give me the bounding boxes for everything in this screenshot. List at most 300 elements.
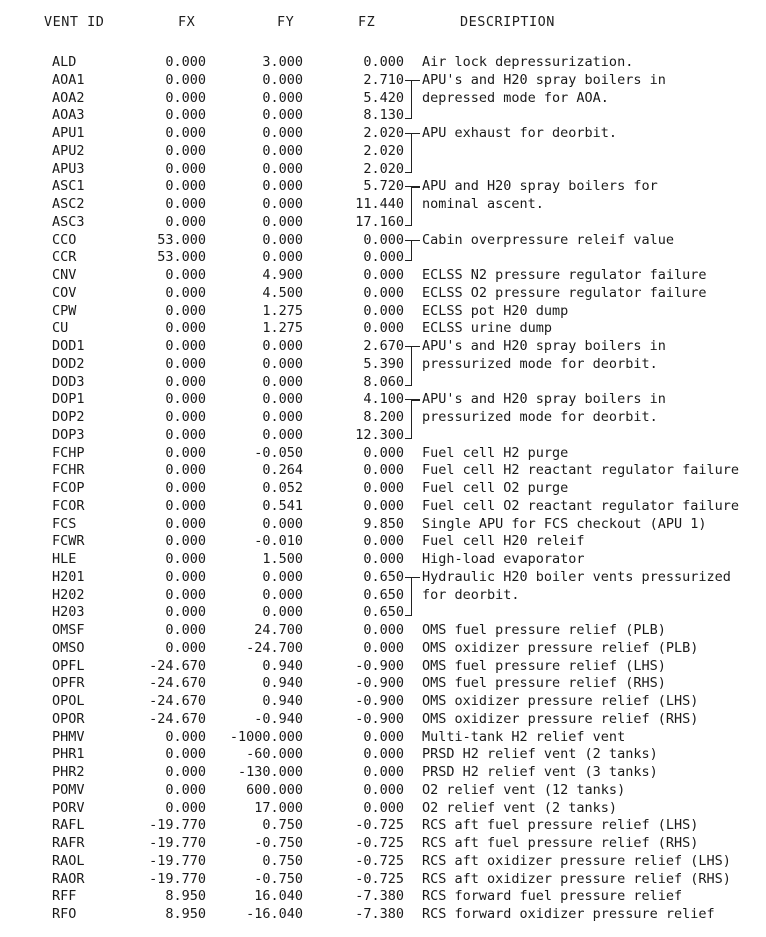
description-cell: O2 relief vent (12 tanks) [422,781,626,798]
table-row [0,90,766,108]
bracket-tick [412,346,420,347]
fy-cell: -130.000 [237,764,303,780]
table-row [0,196,766,214]
description-cell: O2 relief vent (2 tanks) [422,799,618,816]
header-vent-id: VENT ID [44,14,105,30]
table-row [0,800,766,818]
table-row [0,569,766,587]
table-row [0,533,766,551]
fy-cell: -0.750 [254,835,303,851]
vent-id-cell: ASC3 [52,213,85,230]
fz-cell: 0.000 [363,462,404,479]
fz-cell: 0.000 [363,54,404,70]
table-row [0,746,766,764]
table-row [0,374,766,392]
table-row [0,658,766,676]
fz-cell: 2.710 [363,71,404,88]
bracket-tick [412,80,420,81]
description-cell: depressed mode for AOA. [422,89,609,106]
fz-cell: 0.000 [363,284,404,301]
fy-cell: 0.940 [262,657,303,674]
description-cell: OMS fuel pressure relief (PLB) [422,622,666,638]
fz-cell: 0.000 [363,497,404,514]
fy-cell: 0.000 [262,142,303,159]
table-row [0,214,766,232]
fz-cell: 0.000 [363,249,404,266]
vent-id-cell: RAFR [52,835,85,851]
table-row [0,551,766,569]
table-row [0,480,766,498]
fz-cell: 0.000 [363,480,404,496]
fz-cell: -0.900 [355,710,404,727]
fx-cell: 0.000 [165,320,206,337]
fx-cell: 0.000 [165,338,206,354]
vent-id-cell: FCHR [52,462,85,479]
vent-id-cell: OPFL [52,657,85,674]
fz-cell: 0.000 [363,533,404,550]
fy-cell: -60.000 [246,746,303,763]
vent-id-cell: CCO [52,231,77,248]
fz-cell: 2.020 [363,125,404,141]
fy-cell: 0.000 [262,409,303,425]
description-cell: PRSD H2 relief vent (2 tanks) [422,746,658,763]
description-cell: OMS fuel pressure relief (LHS) [422,657,666,674]
description-cell: APU exhaust for deorbit. [422,125,618,141]
table-row [0,587,766,605]
vent-id-cell: OPOL [52,693,85,709]
fz-cell: -0.725 [355,835,404,851]
fx-cell: 0.000 [165,551,206,567]
fy-cell: 0.000 [262,249,303,266]
table-row [0,72,766,90]
vent-id-cell: FCHP [52,444,85,461]
description-cell: High-load evaporator [422,551,585,567]
fy-cell: 4.900 [262,267,303,283]
fy-cell: 0.000 [262,160,303,177]
table-row [0,711,766,729]
fx-cell: -24.670 [149,675,206,692]
fy-cell: 0.000 [262,515,303,532]
table-row [0,285,766,303]
vent-id-cell: RFO [52,906,77,922]
fx-cell: -24.670 [149,657,206,674]
vent-id-cell: FCOP [52,480,85,496]
description-cell: APU's and H20 spray boilers in [422,71,666,88]
fy-cell: -0.010 [254,533,303,550]
fx-cell: -19.770 [149,852,206,869]
fx-cell: 0.000 [165,54,206,70]
description-cell: APU's and H20 spray boilers in [422,338,666,354]
fz-cell: 5.420 [363,89,404,106]
fz-cell: 12.300 [355,426,404,443]
fz-cell: 5.390 [363,355,404,372]
description-cell: ECLSS urine dump [422,320,553,337]
table-row [0,782,766,800]
table-row [0,320,766,338]
description-cell: Fuel cell O2 reactant regulator failure [422,497,739,514]
fx-cell: 0.000 [165,391,206,408]
fy-cell: 0.000 [262,125,303,141]
fy-cell: 0.000 [262,338,303,354]
header-fy: FY [277,14,295,30]
vent-id-cell: RAFL [52,817,85,834]
description-cell: RCS aft fuel pressure relief (LHS) [422,817,699,834]
fy-cell: 0.541 [262,497,303,514]
fy-cell: -0.940 [254,710,303,727]
description-cell: Fuel cell H20 releif [422,533,585,550]
fx-cell: 0.000 [165,497,206,514]
vent-id-cell: AOA3 [52,107,85,124]
group-bracket [405,577,412,617]
fz-cell: 0.000 [363,551,404,567]
fz-cell: 0.000 [363,320,404,337]
bracket-tick [412,577,420,578]
fz-cell: 8.060 [363,373,404,390]
vent-id-cell: APU2 [52,142,85,159]
vent-id-cell: DOD3 [52,373,85,390]
vent-id-cell: PORV [52,799,85,816]
fy-cell: 0.264 [262,462,303,479]
description-cell: OMS oxidizer pressure relief (PLB) [422,639,699,656]
fx-cell: 0.000 [165,213,206,230]
fy-cell: 0.000 [262,178,303,195]
fz-cell: 2.670 [363,338,404,354]
fy-cell: -0.050 [254,444,303,461]
fz-cell: 5.720 [363,178,404,195]
table-row [0,516,766,534]
description-cell: RCS forward fuel pressure relief [422,888,683,905]
fz-cell: 0.650 [363,586,404,603]
description-cell: OMS fuel pressure relief (RHS) [422,675,666,692]
fx-cell: 0.000 [165,781,206,798]
table-row [0,871,766,889]
vent-id-cell: AOA2 [52,89,85,106]
fy-cell: 0.000 [262,373,303,390]
fx-cell: 0.000 [165,426,206,443]
fx-cell: 0.000 [165,639,206,656]
table-row [0,303,766,321]
description-cell: pressurized mode for deorbit. [422,355,658,372]
table-row [0,338,766,356]
group-bracket [405,80,412,120]
description-cell: Single APU for FCS checkout (APU 1) [422,515,707,532]
fy-cell: -16.040 [246,906,303,922]
vent-id-cell: H203 [52,604,85,621]
vent-id-cell: ALD [52,54,77,70]
fz-cell: -7.380 [355,906,404,922]
fx-cell: 53.000 [157,231,206,248]
table-row [0,906,766,924]
table-row [0,178,766,196]
fx-cell: 0.000 [165,746,206,763]
vent-id-cell: COV [52,284,77,301]
fx-cell: -19.770 [149,817,206,834]
table-row [0,107,766,125]
table-row [0,729,766,747]
fy-cell: 0.000 [262,568,303,585]
fy-cell: 0.000 [262,355,303,372]
fy-cell: 0.000 [262,71,303,88]
description-cell: APU and H20 spray boilers for [422,178,658,195]
group-bracket [405,399,412,439]
description-cell: ECLSS O2 pressure regulator failure [422,284,707,301]
vent-id-cell: APU1 [52,125,85,141]
table-row [0,604,766,622]
vent-id-cell: CNV [52,267,77,283]
vent-id-cell: ASC1 [52,178,85,195]
description-cell: PRSD H2 relief vent (3 tanks) [422,764,658,780]
bracket-tick [412,240,420,241]
fz-cell: 0.000 [363,267,404,283]
fz-cell: 0.000 [363,639,404,656]
fx-cell: 0.000 [165,409,206,425]
fx-cell: 0.000 [165,515,206,532]
table-row [0,817,766,835]
table-row [0,693,766,711]
fx-cell: 0.000 [165,125,206,141]
fx-cell: 0.000 [165,71,206,88]
description-cell: RCS forward oxidizer pressure relief [422,906,715,922]
fx-cell: 53.000 [157,249,206,266]
fz-cell: -0.900 [355,675,404,692]
fx-cell: 8.950 [165,906,206,922]
table-row [0,391,766,409]
table-row [0,356,766,374]
fy-cell: 600.000 [246,781,303,798]
fz-cell: 8.130 [363,107,404,124]
vent-id-cell: H201 [52,568,85,585]
group-bracket [405,186,412,226]
vent-id-cell: AOA1 [52,71,85,88]
fz-cell: 0.000 [363,728,404,745]
table-row [0,764,766,782]
fx-cell: 0.000 [165,764,206,780]
description-cell: OMS oxidizer pressure relief (RHS) [422,710,699,727]
description-cell: Air lock depressurization. [422,54,634,70]
vent-id-cell: CCR [52,249,77,266]
fy-cell: 0.750 [262,852,303,869]
fy-cell: 4.500 [262,284,303,301]
vent-id-cell: RFF [52,888,77,905]
fy-cell: 24.700 [254,622,303,638]
fz-cell: 0.000 [363,799,404,816]
fy-cell: -1000.000 [229,728,303,745]
table-row [0,462,766,480]
vent-id-cell: FCOR [52,497,85,514]
description-cell: ECLSS N2 pressure regulator failure [422,267,707,283]
fz-cell: 9.850 [363,515,404,532]
bracket-tick [412,133,420,134]
fy-cell: 0.940 [262,693,303,709]
fz-cell: 0.000 [363,764,404,780]
fx-cell: 0.000 [165,568,206,585]
fz-cell: 0.650 [363,604,404,621]
fy-cell: 0.000 [262,586,303,603]
fz-cell: 8.200 [363,409,404,425]
fx-cell: -24.670 [149,693,206,709]
header-description: DESCRIPTION [460,14,555,30]
fy-cell: -0.750 [254,870,303,887]
table-row [0,640,766,658]
fz-cell: 2.020 [363,160,404,177]
fy-cell: 17.000 [254,799,303,816]
table-row [0,54,766,72]
table-row [0,232,766,250]
vent-id-cell: FCWR [52,533,85,550]
vent-id-cell: OMSF [52,622,85,638]
fz-cell: 0.000 [363,444,404,461]
fy-cell: 16.040 [254,888,303,905]
fy-cell: 0.000 [262,426,303,443]
fx-cell: 0.000 [165,622,206,638]
vent-id-cell: CPW [52,302,77,319]
fy-cell: 1.275 [262,320,303,337]
table-row [0,445,766,463]
description-cell: Fuel cell H2 reactant regulator failure [422,462,739,479]
table-row [0,622,766,640]
fz-cell: 0.000 [363,302,404,319]
fy-cell: 0.000 [262,89,303,106]
fy-cell: 0.052 [262,480,303,496]
vent-id-cell: OPFR [52,675,85,692]
vent-id-cell: CU [52,320,69,337]
fy-cell: 0.750 [262,817,303,834]
fx-cell: 8.950 [165,888,206,905]
vent-id-cell: DOP3 [52,426,85,443]
fy-cell: -24.700 [246,639,303,656]
description-cell: for deorbit. [422,586,520,603]
description-cell: nominal ascent. [422,196,544,212]
bracket-tick [412,186,420,187]
fx-cell: 0.000 [165,728,206,745]
fz-cell: -0.725 [355,817,404,834]
fy-cell: 0.000 [262,196,303,212]
fx-cell: -19.770 [149,870,206,887]
description-cell: ECLSS pot H20 dump [422,302,569,319]
table-row [0,427,766,445]
fx-cell: 0.000 [165,355,206,372]
fz-cell: 4.100 [363,391,404,408]
fx-cell: 0.000 [165,178,206,195]
bracket-tick [412,399,420,400]
fz-cell: -0.900 [355,693,404,709]
vent-id-cell: RAOL [52,852,85,869]
fx-cell: 0.000 [165,480,206,496]
fy-cell: 0.000 [262,107,303,124]
vent-id-cell: OPOR [52,710,85,727]
fx-cell: 0.000 [165,799,206,816]
fy-cell: 0.000 [262,604,303,621]
fz-cell: -7.380 [355,888,404,905]
description-cell: RCS aft oxidizer pressure relief (RHS) [422,870,731,887]
description-cell: RCS aft fuel pressure relief (RHS) [422,835,699,851]
fz-cell: 0.000 [363,622,404,638]
fx-cell: 0.000 [165,107,206,124]
table-row [0,498,766,516]
description-cell: Hydraulic H20 boiler vents pressurized [422,568,731,585]
fx-cell: -24.670 [149,710,206,727]
vent-id-cell: ASC2 [52,196,85,212]
vent-id-cell: APU3 [52,160,85,177]
table-row [0,249,766,267]
fx-cell: 0.000 [165,302,206,319]
description-cell: Multi-tank H2 relief vent [422,728,626,745]
table-row [0,888,766,906]
table-row [0,853,766,871]
vent-id-cell: PHMV [52,728,85,745]
fx-cell: 0.000 [165,196,206,212]
table-row [0,143,766,161]
group-bracket [405,346,412,386]
fz-cell: 2.020 [363,142,404,159]
fz-cell: -0.900 [355,657,404,674]
fx-cell: 0.000 [165,604,206,621]
fy-cell: 0.000 [262,391,303,408]
fz-cell: 17.160 [355,213,404,230]
fx-cell: 0.000 [165,444,206,461]
fx-cell: -19.770 [149,835,206,851]
fz-cell: 0.000 [363,746,404,763]
fz-cell: 0.000 [363,231,404,248]
fz-cell: 11.440 [355,196,404,212]
table-row [0,161,766,179]
vent-table [0,54,766,924]
fx-cell: 0.000 [165,160,206,177]
fx-cell: 0.000 [165,462,206,479]
fy-cell: 0.000 [262,231,303,248]
description-cell: Fuel cell H2 purge [422,444,569,461]
group-bracket [405,133,412,173]
table-row [0,409,766,427]
description-cell: OMS oxidizer pressure relief (LHS) [422,693,699,709]
fy-cell: 1.275 [262,302,303,319]
vent-id-cell: FCS [52,515,77,532]
vent-id-cell: PHR1 [52,746,85,763]
vent-id-cell: DOP2 [52,409,85,425]
vent-id-cell: DOD1 [52,338,85,354]
fx-cell: 0.000 [165,373,206,390]
description-cell: pressurized mode for deorbit. [422,409,658,425]
fz-cell: -0.725 [355,852,404,869]
vent-id-cell: DOD2 [52,355,85,372]
vent-id-cell: RAOR [52,870,85,887]
description-cell: APU's and H20 spray boilers in [422,391,666,408]
header-fx: FX [178,14,196,30]
fz-cell: -0.725 [355,870,404,887]
fz-cell: 0.000 [363,781,404,798]
fy-cell: 0.000 [262,213,303,230]
fx-cell: 0.000 [165,284,206,301]
description-cell: Cabin overpressure releif value [422,231,674,248]
fx-cell: 0.000 [165,89,206,106]
fx-cell: 0.000 [165,586,206,603]
table-row [0,267,766,285]
fx-cell: 0.000 [165,267,206,283]
vent-id-cell: OMSO [52,639,85,656]
fx-cell: 0.000 [165,142,206,159]
vent-id-cell: HLE [52,551,77,567]
description-cell: Fuel cell O2 purge [422,480,569,496]
fx-cell: 0.000 [165,533,206,550]
header-fz: FZ [358,14,376,30]
fz-cell: 0.650 [363,568,404,585]
table-row [0,675,766,693]
fy-cell: 0.940 [262,675,303,692]
group-bracket [405,240,412,262]
fy-cell: 1.500 [262,551,303,567]
fy-cell: 3.000 [262,54,303,70]
vent-id-cell: PHR2 [52,764,85,780]
